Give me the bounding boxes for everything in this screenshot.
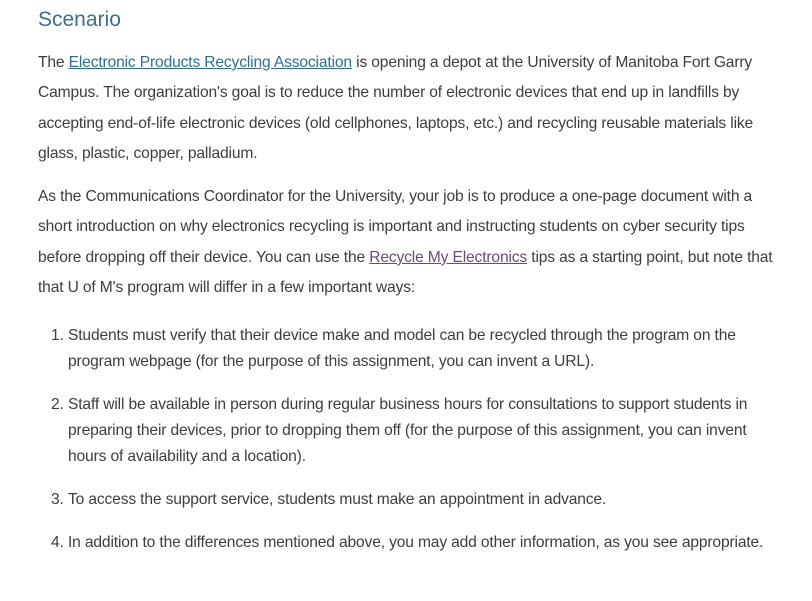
intro-text-after: is opening a depot at the University of Manitoba Fort Garry Campus. The organization's goal is to reduce the number of electronic devices that end up in landfills by accepting end-of-life electronic devices (old cellphones, laptops, etc.) and recycling reusable materials like glass, plastic, copper, palladium. xyxy=(38,54,754,162)
task-text-after: tips as a starting point, but note that that U of M's program will differ in a few important ways: xyxy=(38,248,773,297)
list-item-text: In addition to the differences mentioned above, you may add other information, as you see appropriate. xyxy=(68,534,764,552)
recycle-my-electronics-link[interactable]: Recycle My Electronics xyxy=(369,248,528,266)
intro-text-before: The xyxy=(38,54,69,71)
list-item xyxy=(38,392,780,470)
list-item-number: 1. xyxy=(51,327,64,345)
list-item xyxy=(38,323,780,375)
epra-link[interactable]: Electronic Products Recycling Association xyxy=(68,54,352,71)
list-item-text: Students must verify that their device make and model can be recycled through the program on the program webpage (for the purpose of this assignment, you can invent a URL). xyxy=(68,327,736,371)
requirements-list xyxy=(38,323,788,556)
content-area xyxy=(38,4,788,573)
list-item-text: Staff will be available in person during regular business hours for consultations to support students in preparing their devices, prior to dropping them off (for the purpose of this assignment, you can invent hours of availability and a location). xyxy=(68,396,748,466)
intro-paragraph xyxy=(38,48,788,169)
task-paragraph xyxy=(38,182,788,303)
list-item xyxy=(38,487,780,513)
task-text-before: As the Communications Coordinator for the University, your job is to produce a one-page document with a short introduction on why electronics recycling is important and instructing students on cyber security tips before dropping off their device. You can use the xyxy=(38,188,753,266)
list-item-number: 4. xyxy=(51,534,64,552)
list-item xyxy=(38,530,780,556)
list-item-text: To access the support service, students must make an appointment in advance. xyxy=(68,491,607,509)
page-title: Scenario xyxy=(38,8,121,31)
list-item-number: 3. xyxy=(51,491,64,509)
list-item-number: 2. xyxy=(51,396,64,414)
